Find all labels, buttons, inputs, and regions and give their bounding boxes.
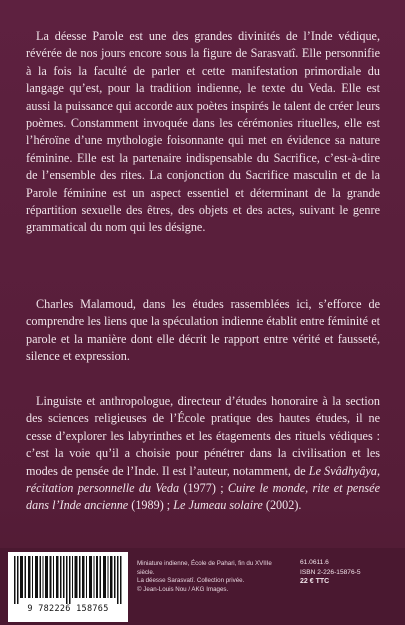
author-bio-paragraph [26,393,380,515]
image-credits [137,560,287,594]
isbn: ISBN 2-226-15876-5 [300,568,361,576]
paragraph-text [26,393,380,515]
book-year: (1989) ; [128,498,174,513]
book-title: Le Jumeau solaire [173,498,263,513]
paragraph-text: La déesse Parole est une des grandes divinités de l’Inde védique, révérée de nos jours encore sous la figure de Sarasvatî. Elle personnifie à la fois la faculté de parler et cette manifestation primordiale du langage qu’est, pour la tradition indienne, le texte du Veda. Elle est aussi la puissance qui accorde aux poètes inspirés le talent de créer leurs poèmes. Constamment invoquée dans les cérémonies rituelles, elle est l’héroïne d’une mythologie foisonnante qui met en évidence sa nature féminine. Elle est la partenaire indispensable du Sacrifice, c’est-à-dire de l’ensemble des rites. La conjonction du Sacrifice masculin et de la Parole féminine est un aspect essentiel et déterminant de la grande répartition sexuelle des êtres, des objets et des actes, suivant le genre grammatical du nom qui les désigne. [26,29,380,235]
credit-line: © Jean-Louis Nou / AKG Images. [137,585,229,593]
credit-line: Miniature indienne, École de Pahari, fin du XVIIIe siècle. [137,560,272,576]
barcode-digits: 9 782226 158765 [27,604,109,614]
price: 22 € TTC [300,578,330,586]
book-year: (2002). [262,498,302,513]
book-year: (1977) ; [179,481,228,496]
product-code: 61.0611.6 [300,559,329,566]
book-title: Le Svâdhyâya, récitation personnelle du Veda [26,463,381,496]
summary-paragraph [26,296,380,366]
barcode-icon [14,556,122,604]
barcode [8,552,128,622]
book-title: Cuire le monde, rite et pensée dans l’Inde ancienne [26,481,380,513]
bio-text: Linguiste et anthropologue, directeur d’études honoraire à la section des sciences religieuses de l’École pratique des hautes études, il ne cesse d’explorer les labyrinthes et les étagements des rituels védiques : c’est la voie qu’il a choisie pour pénétrer dans la civilisation et les modes de pensée de l’Inde. Il est l’auteur, notamment, de [26,394,380,478]
description-paragraph [26,28,380,237]
price-info [300,558,392,587]
credit-line: La déesse Sarasvatî. Collection privée. [137,577,245,585]
paragraph-text: Charles Malamoud, dans les études rassemblées ici, s’efforce de comprendre les liens que la spéculation indienne établit entre féminité et parole et la manière dont elle décrit le rapport entre vérité et fausseté, silence et expression. [26,297,380,364]
